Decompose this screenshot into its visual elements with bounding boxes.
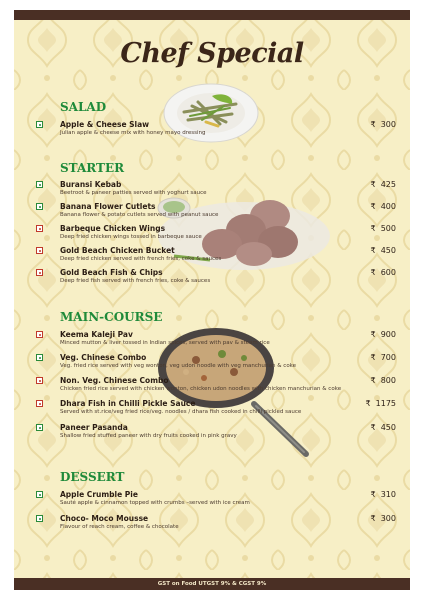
item-name: Paneer Pasanda <box>60 423 128 432</box>
item-price: ₹ 310 <box>370 490 396 499</box>
veg-icon <box>36 181 43 188</box>
item-description: Shallow fried stuffed paneer with dry fruits cooked in pink gravy <box>60 433 237 439</box>
item-description: Chicken fried rice served with chicken wonton, chicken udon noodles with chicken manchurian & coke <box>60 386 342 392</box>
item-name: Barbeque Chicken Wings <box>60 224 166 233</box>
item-name: Banana Flower Cutlets <box>60 202 156 211</box>
item-description: Deep fried fish served with french fries, coke & sauces <box>60 278 211 284</box>
item-description: Minced mutton & liver tossed in Indian spices, served with pav & steam rice <box>60 340 270 346</box>
item-description: Deep fried chicken wings tossed in barbeque sauce <box>60 234 202 240</box>
item-name: Gold Beach Fish & Chips <box>60 268 163 277</box>
top-border-bar <box>14 10 410 20</box>
item-name: Keema Kaleji Pav <box>60 330 133 339</box>
menu-page <box>14 10 410 590</box>
item-description: Deep fried chicken served with french fries, coke & sauces <box>60 256 222 262</box>
item-price: ₹ 300 <box>370 514 396 523</box>
item-price: ₹ 800 <box>370 376 396 385</box>
item-name: Gold Beach Chicken Bucket <box>60 246 175 255</box>
section-heading-starter: STARTER <box>60 161 125 175</box>
item-price: ₹ 400 <box>370 202 396 211</box>
footer-tax-note: GST on Food UTGST 9% & CGST 9% <box>14 578 410 590</box>
item-price: ₹ 450 <box>370 246 396 255</box>
veg-icon <box>36 515 43 522</box>
non-veg-icon <box>36 269 43 276</box>
item-price: ₹ 600 <box>370 268 396 277</box>
item-name: Choco- Moco Mousse <box>60 514 149 523</box>
main-course-rice-image <box>146 328 316 462</box>
section-heading-dessert: DESSERT <box>60 470 125 484</box>
non-veg-icon <box>36 247 43 254</box>
non-veg-icon <box>36 400 43 407</box>
item-description: Beetroot & paneer patties served with yoghurt sauce <box>60 190 207 196</box>
item-price: ₹ 1175 <box>365 399 396 408</box>
non-veg-icon <box>36 377 43 384</box>
page-title: Chef Special <box>120 38 304 69</box>
item-price: ₹ 500 <box>370 224 396 233</box>
item-name: Veg. Chinese Combo <box>60 353 147 362</box>
item-name: Apple & Cheese Slaw <box>60 120 150 129</box>
item-description: Served with st.rice/veg fried rice/veg. noodles / dhara fish cooked in chilli pickled sauce <box>60 409 302 415</box>
item-name: Buransi Kebab <box>60 180 122 189</box>
veg-icon <box>36 424 43 431</box>
item-description: Veg. fried rice served with veg wonton, veg udon noodle with veg manchurian & coke <box>60 363 297 369</box>
item-name: Apple Crumble Pie <box>60 490 138 499</box>
item-price: ₹ 700 <box>370 353 396 362</box>
veg-icon <box>36 203 43 210</box>
item-description: Sauté apple & cinnamon topped with crumbs –served with ice cream <box>60 500 250 506</box>
non-veg-icon <box>36 225 43 232</box>
item-price: ₹ 900 <box>370 330 396 339</box>
item-name: Dhara Fish in Chilli Pickle Sauce <box>60 399 196 408</box>
section-heading-salad: SALAD <box>60 100 107 114</box>
veg-icon <box>36 121 43 128</box>
item-price: ₹ 300 <box>370 120 396 129</box>
item-description: Banana flower & potato cutlets served with peanut sauce <box>60 212 219 218</box>
item-description: Julian apple & cheese mix with honey mayo dressing <box>60 130 206 136</box>
item-price: ₹ 425 <box>370 180 396 189</box>
veg-icon <box>36 491 43 498</box>
veg-icon <box>36 354 43 361</box>
non-veg-icon <box>36 331 43 338</box>
item-description: Flavour of reach cream, coffee & chocolate <box>60 524 179 530</box>
section-heading-main-course: MAIN-COURSE <box>60 310 163 324</box>
item-price: ₹ 450 <box>370 423 396 432</box>
item-name: Non. Veg. Chinese Combo <box>60 376 169 385</box>
